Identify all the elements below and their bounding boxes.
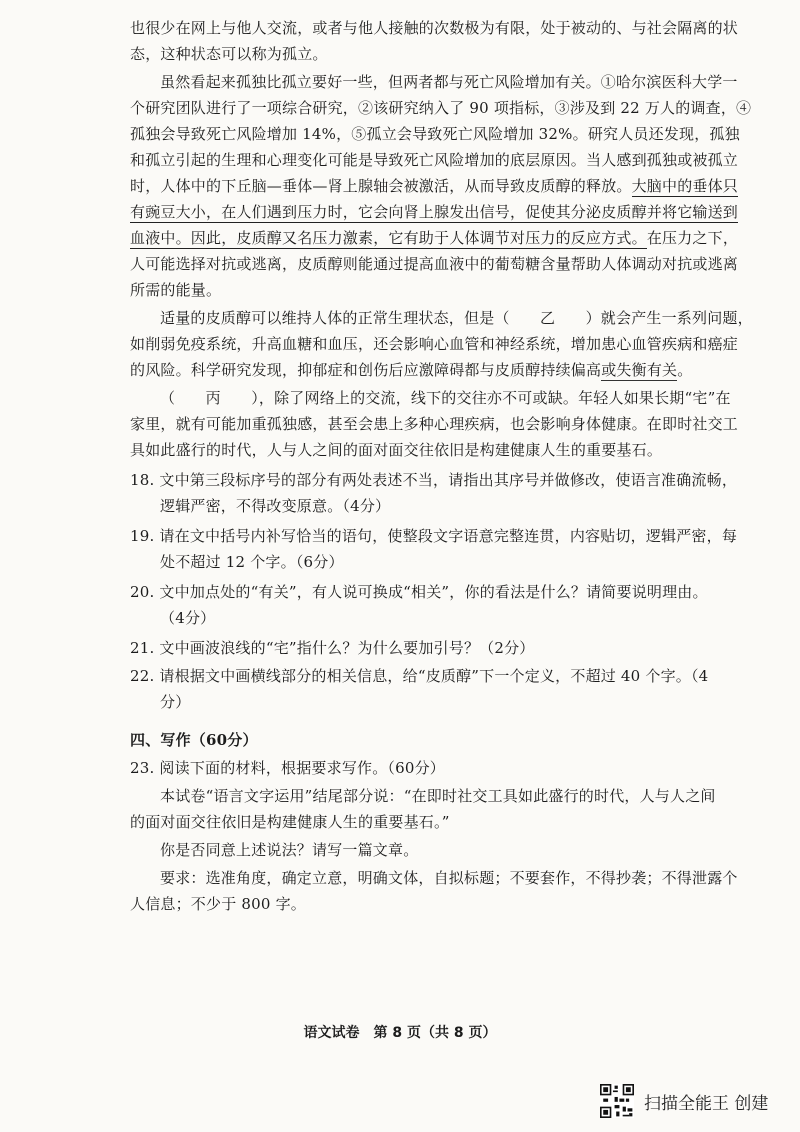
requirement-text: 人信息；不少于 800 字。 — [130, 895, 306, 913]
passage-text: 人可能选择对抗或逃离，皮质醇则能通过提高血液中的葡萄糖含量帮助人体调动对抗或逃离 — [130, 255, 739, 273]
question-text: 22. 请根据文中画横线部分的相关信息，给“皮质醇”下一个定义，不超过 40 个字。（4 — [130, 667, 709, 685]
question-19-cont — [0, 550, 800, 574]
passage-line — [0, 16, 800, 40]
passage-line — [0, 70, 800, 94]
watermark-text: 扫描全能王 创建 — [644, 1093, 769, 1114]
question-text: （4分） — [160, 609, 216, 627]
passage-text: 在压力之下， — [646, 229, 739, 247]
passage-line — [0, 174, 800, 198]
passage-line — [0, 332, 800, 356]
passage-line — [0, 438, 800, 462]
passage-line — [0, 226, 800, 250]
passage-text: 适量的皮质醇可以维持人体的正常生理状态，但是（ 乙 ）就会产生一系列问题， — [160, 309, 753, 327]
question-text: 20. 文中加点处的“有关”，有人说可换成“相关”，你的看法是什么？请简要说明理由。 — [130, 583, 708, 601]
passage-text: 在 — [715, 389, 731, 407]
requirement-line — [0, 892, 800, 916]
question-18 — [0, 468, 800, 492]
question-text: 处不超过 12 个字。（6分） — [160, 553, 344, 571]
passage-line — [0, 412, 800, 436]
passage-line — [0, 42, 800, 66]
passage-line — [0, 278, 800, 302]
passage-text: 虽然看起来孤独比孤立要好一些，但两者都与死亡风险增加有关。①哈尔滨医科大学一 — [160, 73, 738, 91]
question-text: 23. 阅读下面的材料，根据要求写作。（60分） — [130, 759, 446, 777]
requirement-line — [0, 866, 800, 890]
passage-text: 具如此盛行的时代， — [130, 441, 267, 459]
section-heading-text: 四、写作（60分） — [130, 731, 258, 749]
material-line — [0, 784, 800, 808]
passage-text: 态，这种状态可以称为孤立。 — [130, 45, 328, 63]
question-text: 逻辑严密，不得改变原意。（4分） — [160, 497, 391, 515]
quoted-word-zhai: “宅” — [684, 389, 716, 407]
passage-line — [0, 148, 800, 172]
passage-line — [0, 96, 800, 120]
question-23 — [0, 756, 800, 780]
passage-text: 。 — [677, 361, 693, 379]
passage-text: 家里，就有可能加重孤独感，甚至会患上多种心理疾病，也会影响身体健康。在即时社交工 — [130, 415, 739, 433]
question-21 — [0, 636, 800, 660]
question-text: 分） — [160, 693, 191, 711]
question-19 — [0, 524, 800, 548]
passage-text: 也很少在网上与他人交流，或者与他人接触的次数极为有限，处于被动的、与社会隔离的状 — [130, 19, 739, 37]
passage-line — [0, 122, 800, 146]
passage-line — [0, 200, 800, 224]
page-footer: 语文试卷 第 8 页（共 8 页） — [303, 1025, 497, 1041]
question-text: 18. 文中第三段标序号的部分有两处表述不当，请指出其序号并做修改，使语言准确流畅， — [130, 471, 738, 489]
material-text: 本试卷“语言文字运用”结尾部分说：“在即时社交工具如此盛行的时代，人与人之间 — [160, 787, 716, 805]
question-text: 21. 文中画波浪线的“宅”指什么？为什么要加引号？（2分） — [130, 639, 535, 657]
passage-line — [0, 358, 800, 382]
underlined-definition-text: 有豌豆大小，在人们遇到压力时，它会向肾上腺发出信号，促使其分泌皮质醇并将它输送到 — [130, 203, 739, 221]
qr-code-icon — [600, 1084, 634, 1118]
passage-line — [0, 252, 800, 276]
material-line — [0, 838, 800, 862]
scanner-watermark — [600, 1081, 768, 1121]
section-heading-writing — [0, 728, 800, 752]
question-20-cont — [0, 606, 800, 630]
passage-text: 孤独会导致死亡风险增加 14%，⑤孤立会导致死亡风险增加 32%。研究人员还发现，孤独 — [130, 125, 740, 143]
underlined-definition-text: 大脑中的垂体只 — [631, 177, 739, 195]
question-22-cont — [0, 690, 800, 714]
passage-text: 和孤立引起的生理和心理变化可能是导致死亡风险增加的底层原因。当人感到孤独或被孤立 — [130, 151, 739, 169]
question-20 — [0, 580, 800, 604]
material-text: 你是否同意上述说法？请写一篇文章。 — [160, 841, 419, 859]
material-text: 的面对面交往依旧是构建健康人生的重要基石。” — [130, 813, 450, 831]
question-text: 19. 请在文中括号内补写恰当的语句，使整段文字语意完整连贯，内容贴切，逻辑严密，每 — [130, 527, 738, 545]
passage-text: 所需的能量。 — [130, 281, 222, 299]
requirement-text: 要求：选准角度，确定立意，明确文体，自拟标题；不要套作，不得抄袭；不得泄露个 — [160, 869, 738, 887]
passage-line — [0, 306, 800, 330]
passage-text: 个研究团队进行了一项综合研究，②该研究纳入了 90 项指标，③涉及到 22 万人的调查，④ — [130, 99, 752, 117]
question-18-cont — [0, 494, 800, 518]
passage-text: 人与人之间的面对面交往依旧是构建健康人生的重要基石。 — [266, 441, 663, 459]
material-line — [0, 810, 800, 834]
underlined-definition-text: 血液中。因此，皮质醇又名压力激素，它有助于人体调节对压力的反应方式。 — [130, 229, 647, 247]
passage-text: 时，人体中的下丘脑—垂体—肾上腺轴会被激活，从而导致皮质醇的释放。 — [130, 177, 632, 195]
passage-text: 如削弱免疫系统，升高血糖和血压，还会影响心血管和神经系统，增加患心血管疾病和癌症 — [130, 335, 739, 353]
passage-text: 的风险。科学研究发现，抑郁症和创伤后应激障碍都与皮质醇持续偏高 — [130, 361, 602, 379]
passage-line — [0, 386, 800, 410]
emphasis-text: 或失衡有关 — [601, 361, 678, 379]
question-22 — [0, 664, 800, 688]
passage-text: （ 丙 ），除了网络上的交流，线下的交往亦不可或缺。年轻人如果长期 — [160, 389, 685, 407]
